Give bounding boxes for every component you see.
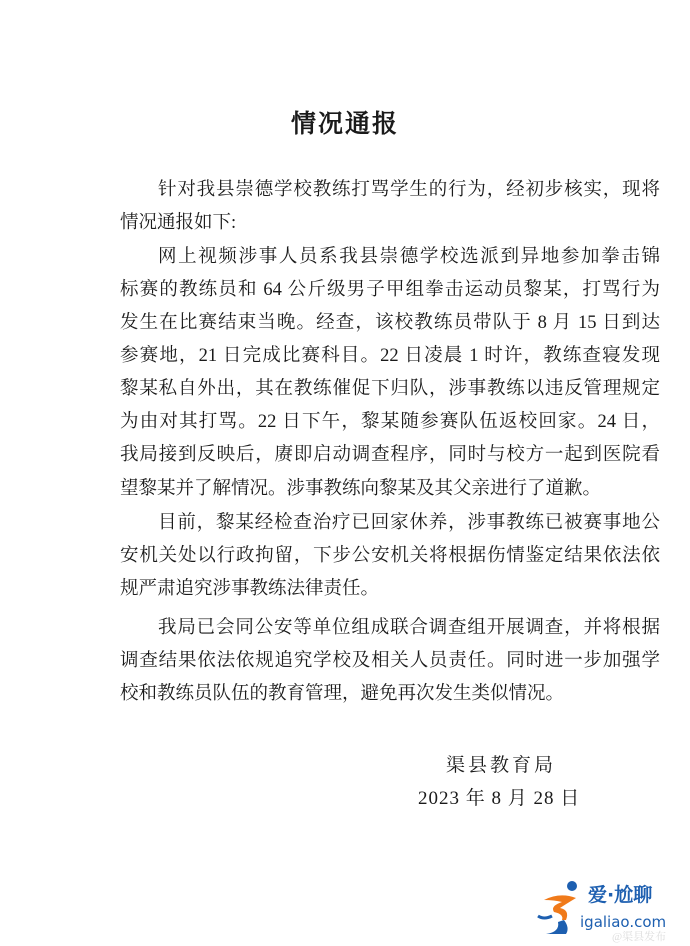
text-line: 校和教练员队伍的教育管理，避免再次发生类似情况。 bbox=[120, 684, 565, 704]
text-line: 安机关处以行政拘留，下步公安机关将根据伤情鉴定结果依法依 bbox=[120, 546, 660, 566]
text-line: 规严肃追究涉事教练法律责任。 bbox=[120, 579, 380, 599]
watermark-logo-cn: 爱·尬聊 bbox=[588, 884, 653, 906]
weibo-watermark: @渠县发布 bbox=[612, 931, 667, 943]
watermark-logo-en: igaliao.com bbox=[580, 913, 667, 931]
signature-org: 渠县教育局 bbox=[446, 755, 557, 776]
text-line: 发生在比赛结束当晚。经查，该校教练员带队于 8 月 15 日到达 bbox=[120, 313, 660, 333]
text-line: 网上视频涉事人员系我县崇德学校选派到异地参加拳击锦 bbox=[158, 247, 660, 267]
text-line: 为由对其打骂。22 日下午，黎某随参赛队伍返校回家。24 日， bbox=[120, 412, 660, 432]
text-line: 我局接到反映后，赓即启动调查程序，同时与校方一起到医院看 bbox=[120, 445, 660, 465]
text-line: 情况通报如下: bbox=[120, 213, 237, 233]
text-line: 针对我县崇德学校教练打骂学生的行为，经初步核实，现将 bbox=[158, 180, 660, 200]
text-line: 黎某私自外出，其在教练催促下归队，涉事教练以违反管理规定 bbox=[120, 379, 660, 399]
text-line: 我局已会同公安等单位组成联合调查组开展调查，并将根据 bbox=[158, 618, 660, 638]
text-line: 调查结果依法依规追究学校及相关人员责任。同时进一步加强学 bbox=[120, 651, 660, 671]
text-line: 标赛的教练员和 64 公斤级男子甲组拳击运动员黎某，打骂行为 bbox=[120, 280, 660, 300]
signature-date: 2023 年 8 月 28 日 bbox=[418, 788, 581, 809]
text-line: 参赛地，21 日完成比赛科目。22 日凌晨 1 时许，教练查寝发现 bbox=[120, 346, 660, 366]
document-title: 情况通报 bbox=[290, 111, 399, 138]
text-line: 望黎某并了解情况。涉事教练向黎某及其父亲进行了道歉。 bbox=[120, 479, 602, 499]
text-line: 目前，黎某经检查治疗已回家休养，涉事教练已被赛事地公 bbox=[158, 513, 660, 533]
